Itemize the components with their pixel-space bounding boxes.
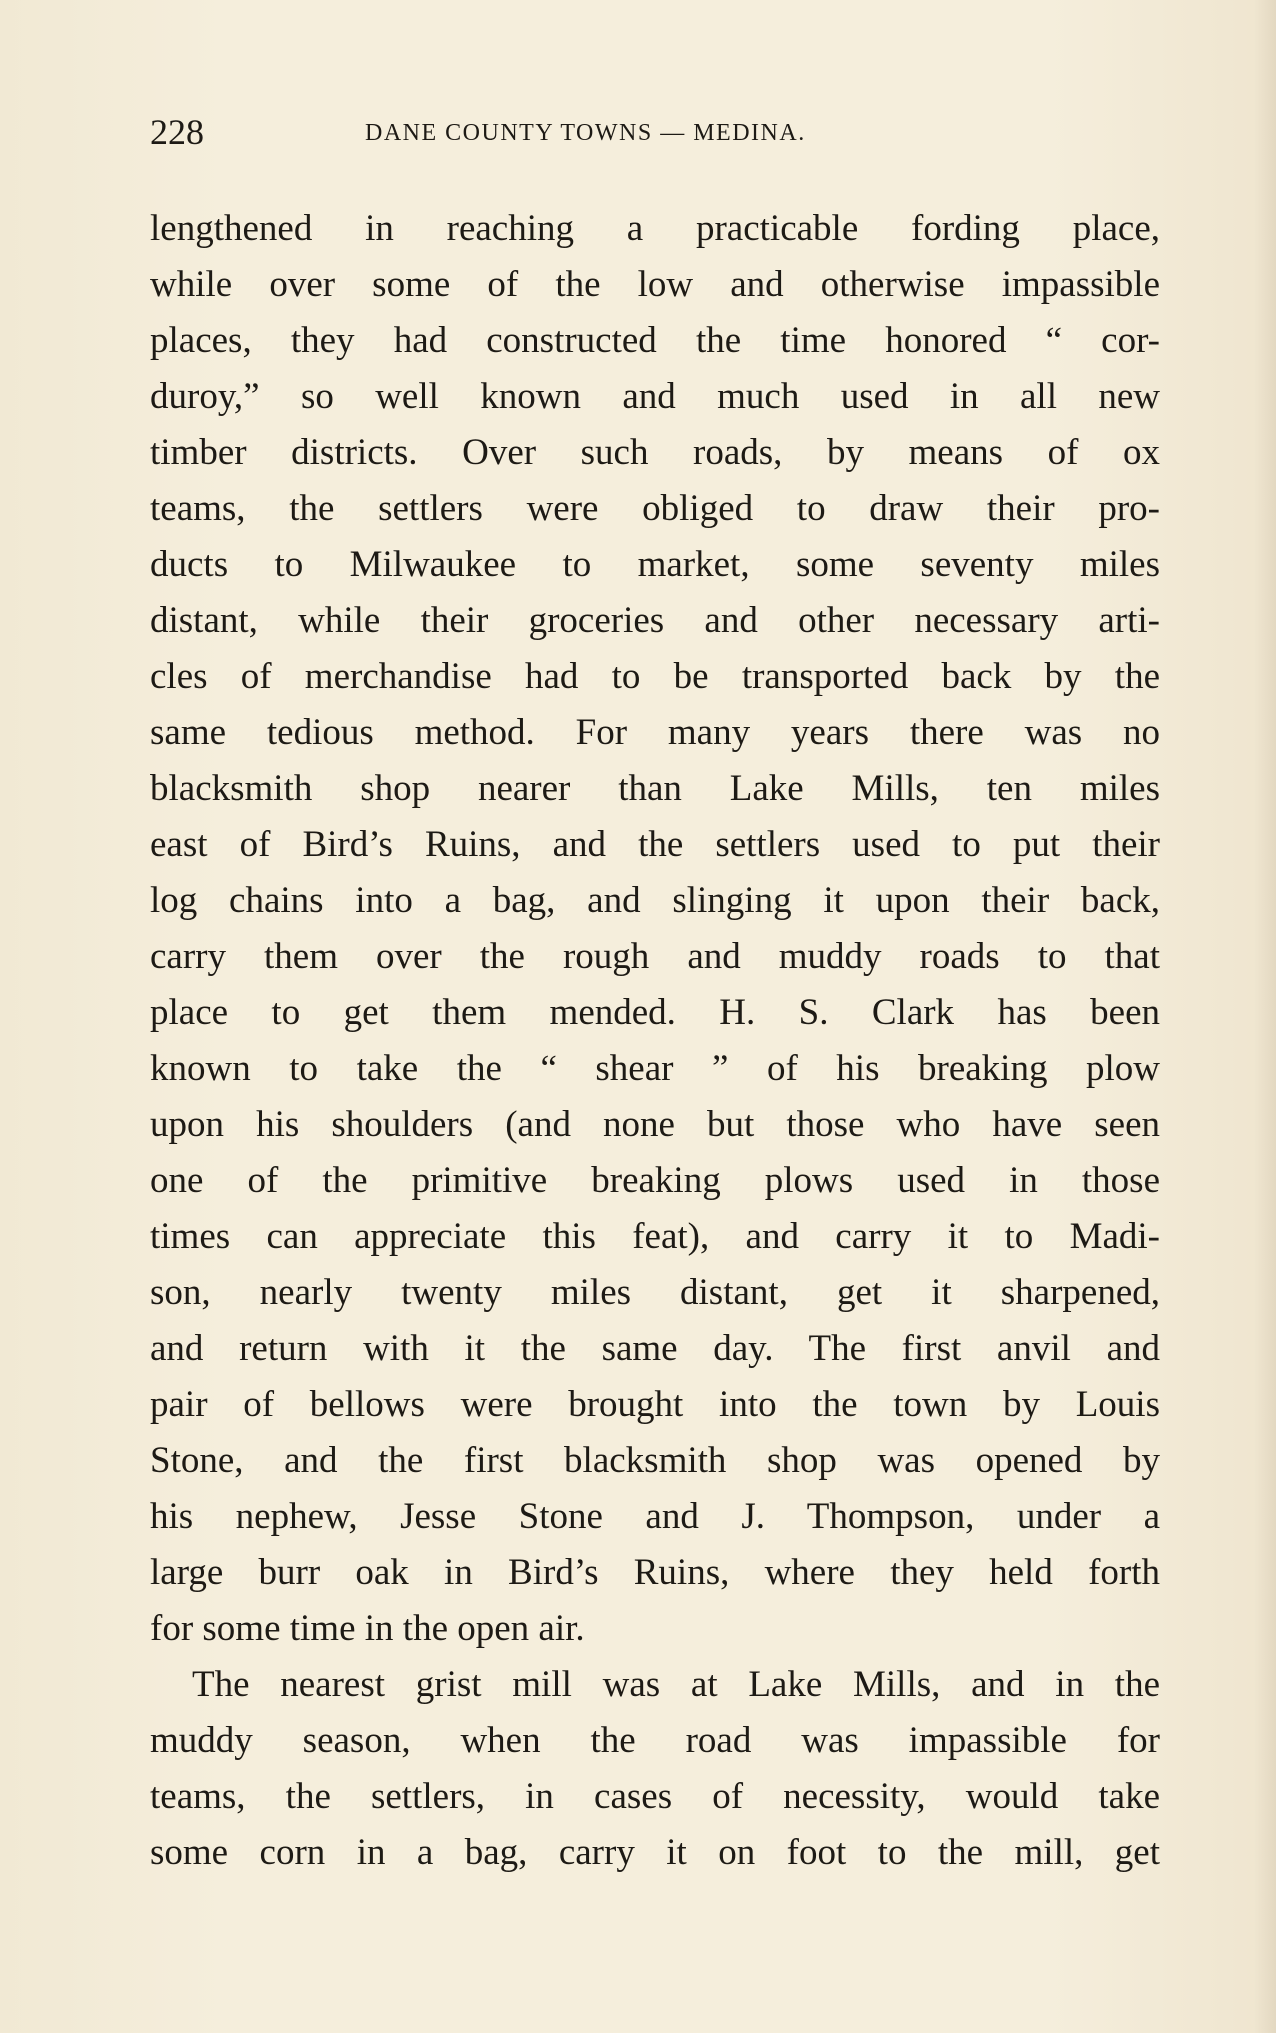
text-line: teams, the settlers, in cases of necessity, would take [150, 1776, 1160, 1817]
page-edge-shadow [1254, 0, 1276, 2033]
text-line: teams, the settlers were obliged to draw their pro- [150, 488, 1160, 529]
text-line: while over some of the low and otherwise impassible [150, 264, 1160, 305]
text-line: known to take the “ shear ” of his breaking plow [150, 1048, 1160, 1089]
text-line: times can appreciate this feat), and carry it to Madi- [150, 1216, 1160, 1257]
text-line: upon his shoulders (and none but those who have seen [150, 1104, 1160, 1145]
text-line: places, they had constructed the time honored “ cor- [150, 320, 1160, 361]
text-line: duroy,” so well known and much used in all new [150, 376, 1160, 417]
page-number: 228 [150, 112, 204, 152]
text-line: timber districts. Over such roads, by means of ox [150, 432, 1160, 473]
text-line: muddy season, when the road was impassible for [150, 1720, 1160, 1761]
text-line: east of Bird’s Ruins, and the settlers used to put their [150, 824, 1160, 865]
text-line: log chains into a bag, and slinging it upon their back, [150, 880, 1160, 921]
running-head: DANE COUNTY TOWNS — MEDINA. [365, 120, 806, 146]
text-line: distant, while their groceries and other necessary arti- [150, 600, 1160, 641]
text-line: Stone, and the first blacksmith shop was opened by [150, 1440, 1160, 1481]
body-text [150, 201, 1160, 1881]
text-line: cles of merchandise had to be transported back by the [150, 656, 1160, 697]
page-header [150, 112, 1160, 152]
text-line: son, nearly twenty miles distant, get it sharpened, [150, 1272, 1160, 1313]
text-line: one of the primitive breaking plows used in those [150, 1160, 1160, 1201]
text-line: and return with it the same day. The first anvil and [150, 1328, 1160, 1369]
text-line: same tedious method. For many years there was no [150, 712, 1160, 753]
text-line: blacksmith shop nearer than Lake Mills, ten miles [150, 768, 1160, 809]
text-line: place to get them mended. H. S. Clark has been [150, 992, 1160, 1033]
text-line: some corn in a bag, carry it on foot to the mill, get [150, 1832, 1160, 1873]
text-line: pair of bellows were brought into the town by Louis [150, 1384, 1160, 1425]
text-line: large burr oak in Bird’s Ruins, where they held forth [150, 1552, 1160, 1593]
text-line: lengthened in reaching a practicable fording place, [150, 208, 1160, 249]
text-line: for some time in the open air. [150, 1608, 585, 1649]
text-line: carry them over the rough and muddy roads to that [150, 936, 1160, 977]
text-line: his nephew, Jesse Stone and J. Thompson, under a [150, 1496, 1160, 1537]
text-line: ducts to Milwaukee to market, some seventy miles [150, 544, 1160, 585]
paragraph-first-line: The nearest grist mill was at Lake Mills, and in the [192, 1664, 1160, 1705]
